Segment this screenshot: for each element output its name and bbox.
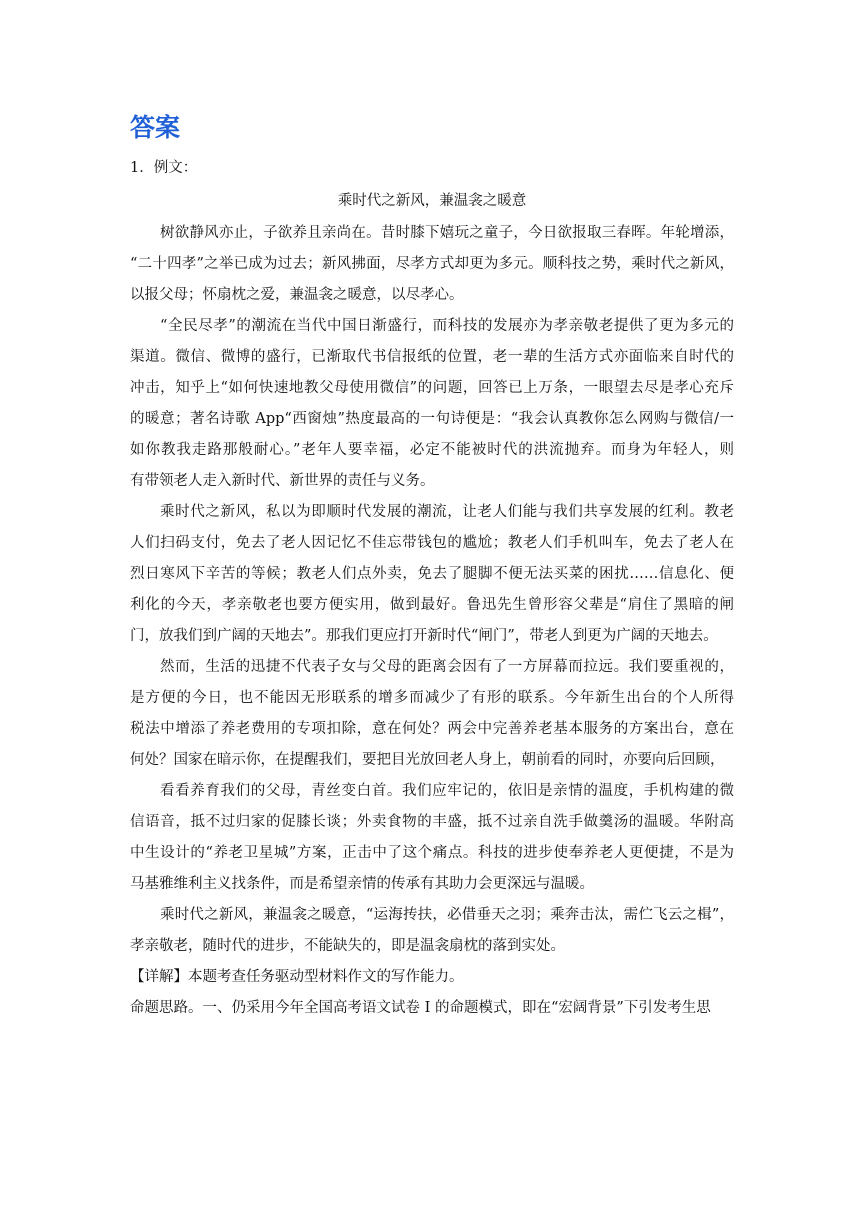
document-page	[130, 108, 734, 1018]
essay-line: 渠道。微信、微博的盛行，已渐取代书信报纸的位置，老一辈的生活方式亦面临来自时代的	[130, 349, 734, 365]
essay-line: 孝亲敬老，随时代的进步，不能缺失的，即是温衾扇枕的落到实处。	[130, 938, 565, 954]
essay-paragraph	[130, 502, 734, 646]
essay-line: 门，放我们到广阔的天地去”。那我们更应打开新时代“闸门”，带老人到更为广阔的天地去。	[130, 628, 718, 644]
analysis-line: 命题思路。一、仍采用今年全国高考语文试卷 I 的命题模式，即在“宏阔背景”下引发考生思	[130, 1000, 711, 1016]
essay-line: 烈日寒风下辛苦的等候；教老人们点外卖，免去了腿脚不便无法买菜的困扰……信息化、便	[130, 566, 734, 582]
essay-line: 的暖意；著名诗歌 App“西窗烛”热度最高的一句诗便是：“我会认真教你怎么网购与微信/一	[130, 411, 734, 427]
essay-line: 利化的今天，孝亲敬老也要方便实用，做到最好。鲁迅先生曾形容父辈是“肩住了黑暗的闸	[130, 597, 734, 613]
essay-line: 税法中增添了养老费用的专项扣除，意在何处？两会中完善养老基本服务的方案出台，意在	[130, 721, 734, 737]
essay-line: 树欲静风亦止，子欲养且亲尚在。昔时膝下嬉玩之童子，今日欲报取三春晖。年轮增添，	[160, 225, 734, 241]
essay-body	[130, 223, 734, 956]
essay-line: 是方便的今日，也不能因无形联系的增多而减少了有形的联系。今年新生出台的个人所得	[130, 690, 734, 706]
essay-line: 看看养育我们的父母，青丝变白首。我们应牢记的，依旧是亲情的温度，手机构建的微	[160, 783, 734, 799]
essay-paragraph	[130, 223, 734, 305]
essay-line: “全民尽孝”的潮流在当代中国日渐盛行，而科技的发展亦为孝亲敬老提供了更为多元的	[160, 318, 734, 334]
essay-line: 乘时代之新风，私以为即顺时代发展的潮流，让老人们能与我们共享发展的红利。教老	[160, 504, 734, 520]
essay-line: 人们扫码支付，免去了老人因记忆不佳忘带钱包的尴尬；教老人们手机叫车，免去了老人在	[130, 535, 734, 551]
answer-heading: 答案	[130, 113, 181, 142]
essay-line: 中生设计的“养老卫星城”方案，正击中了这个痛点。科技的进步使奉养老人更便捷，不是为	[130, 845, 734, 861]
essay-paragraph	[130, 657, 734, 770]
essay-line: 然而，生活的迅捷不代表子女与父母的距离会因有了一方屏幕而拉远。我们要重视的，	[160, 659, 734, 675]
essay-line: 何处？国家在暗示你，在提醒我们，要把目光放回老人身上，朝前看的同时，亦要向后回顾，	[130, 752, 725, 768]
essay-line: 如你教我走路那般耐心。”老年人要幸福，必定不能被时代的洪流抛弃。而身为年轻人，则	[130, 442, 734, 458]
essay-line: 信语音，抵不过归家的促膝长谈；外卖食物的丰盛，抵不过亲自洗手做羹汤的温暖。华附高	[130, 814, 734, 830]
essay-paragraph	[130, 316, 734, 491]
essay-line: 乘时代之新风，兼温衾之暖意，“运海抟扶，必借垂天之羽；乘奔击汰，需伫飞云之楫”，	[160, 907, 734, 923]
question-label: 1．例文：	[130, 160, 198, 176]
essay-line: 有带领老人走入新时代、新世界的责任与义务。	[130, 473, 435, 489]
essay-line: 马基雅维利主义找条件，而是希望亲情的传承有其助力会更深远与温暖。	[130, 876, 594, 892]
essay-line: 冲击，知乎上“如何快速地教父母使用微信”的问题，回答已上万条，一眼望去尽是孝心充斥	[130, 380, 734, 396]
essay-title: 乘时代之新风，兼温衾之暖意	[337, 193, 527, 209]
essay-paragraph	[130, 781, 734, 894]
essay-paragraph	[130, 905, 734, 956]
essay-line: “二十四孝”之举已成为过去；新风拂面，尽孝方式却更为多元。顺科技之势，乘时代之新风，	[130, 256, 734, 272]
detail-line: 【详解】本题考查任务驱动型材料作文的写作能力。	[130, 969, 464, 985]
essay-line: 以报父母；怀扇枕之爱，兼温衾之暖意，以尽孝心。	[130, 287, 464, 303]
